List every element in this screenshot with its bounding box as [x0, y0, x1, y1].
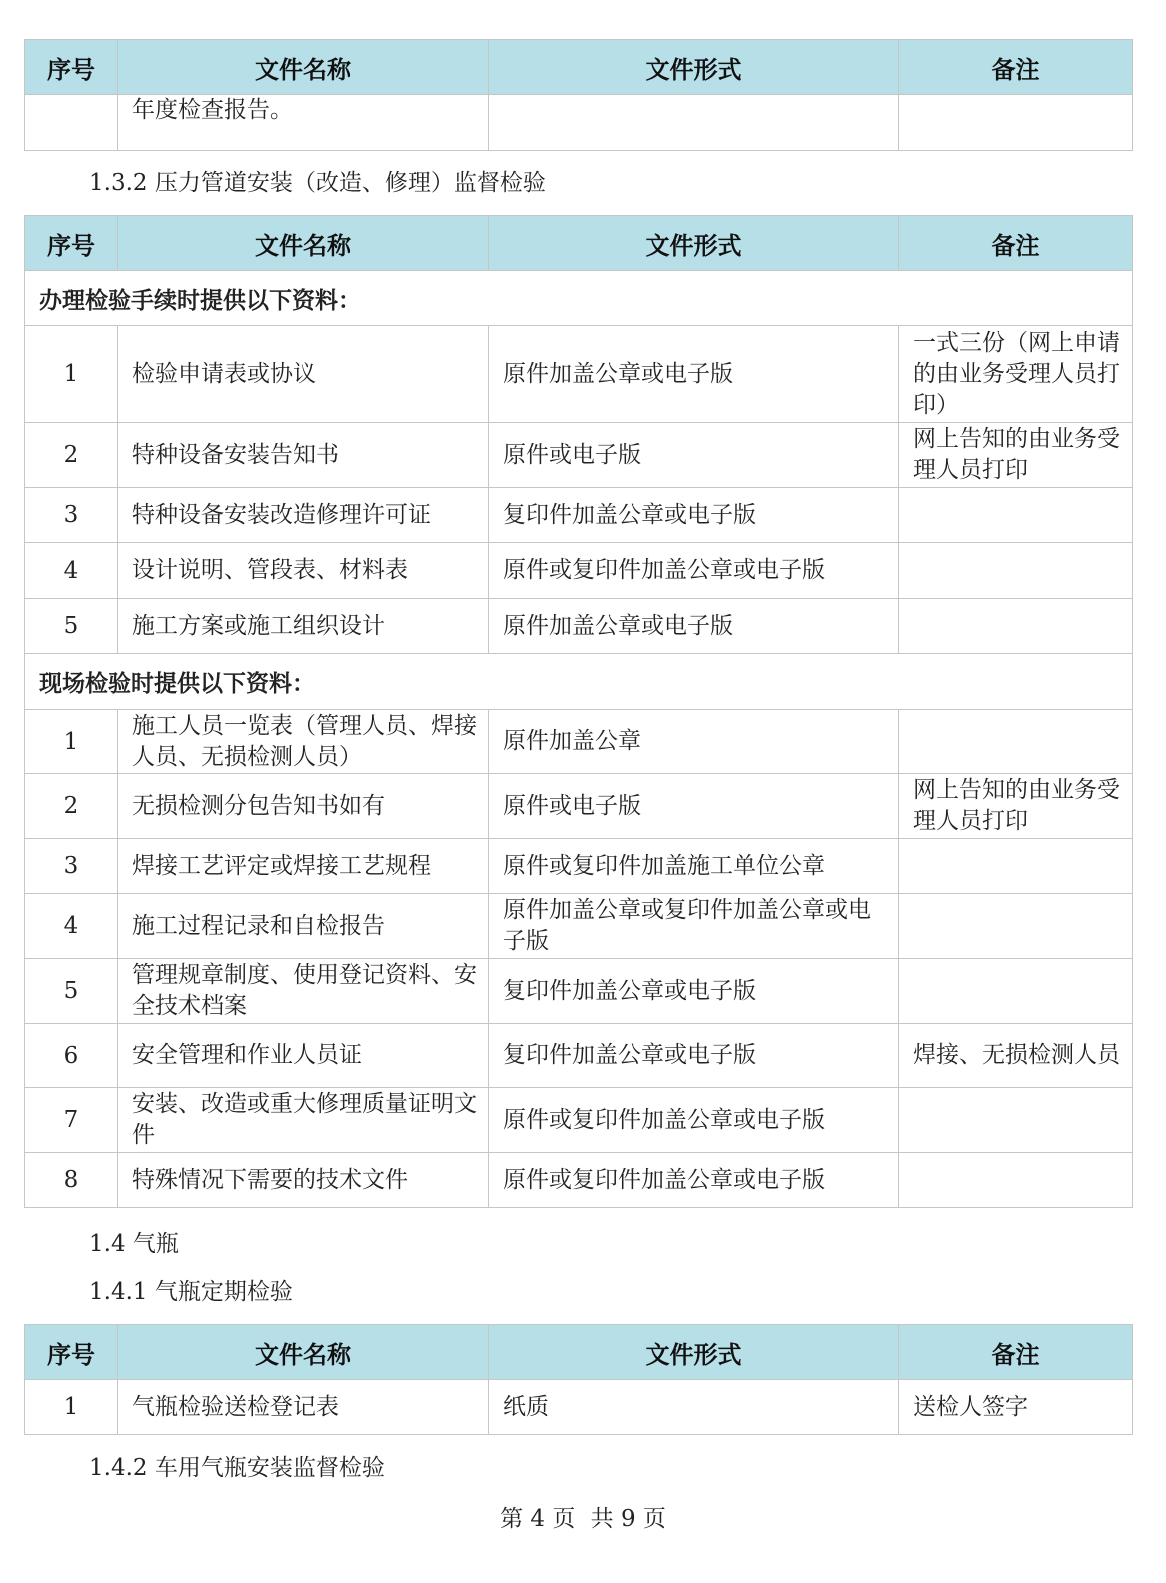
row-name: 检验申请表或协议	[118, 326, 489, 423]
table-cylinder-inspection	[24, 1324, 1133, 1435]
row-name: 特种设备安装改造修理许可证	[118, 488, 489, 543]
header-name: 文件名称	[118, 40, 489, 95]
row-name: 无损检测分包告知书如有	[118, 774, 489, 839]
row-note	[899, 894, 1133, 959]
row-note	[899, 1153, 1133, 1208]
row-form: 原件或复印件加盖施工单位公章	[489, 839, 899, 894]
table-header-row	[25, 216, 1133, 271]
row-no: 7	[25, 1088, 118, 1153]
row-form: 原件或复印件加盖公章或电子版	[489, 1153, 899, 1208]
table-row	[25, 488, 1133, 543]
table-row	[25, 1024, 1133, 1088]
row-note	[899, 1088, 1133, 1153]
page-total: 共 9 页	[590, 1506, 666, 1532]
row-no: 5	[25, 599, 118, 654]
row-form: 原件或复印件加盖公章或电子版	[489, 1088, 899, 1153]
table-row	[25, 423, 1133, 488]
row-note: 送检人签字	[899, 1380, 1133, 1435]
row-note	[899, 839, 1133, 894]
header-no: 序号	[25, 40, 118, 95]
header-name: 文件名称	[118, 1325, 489, 1380]
row-form: 原件加盖公章或电子版	[489, 599, 899, 654]
section-heading-1-3-2: 1.3.2 压力管道安装（改造、修理）监督检验	[89, 170, 546, 196]
row-form: 复印件加盖公章或电子版	[489, 1024, 899, 1088]
row-name: 施工方案或施工组织设计	[118, 599, 489, 654]
page-footer	[0, 1500, 1166, 1533]
section-heading-1-4-1: 1.4.1 气瓶定期检验	[89, 1279, 293, 1305]
row-name: 安装、改造或重大修理质量证明文件	[118, 1088, 489, 1153]
row-note: 网上告知的由业务受理人员打印	[899, 774, 1133, 839]
row-name: 管理规章制度、使用登记资料、安全技术档案	[118, 959, 489, 1024]
row-name: 特种设备安装告知书	[118, 423, 489, 488]
row-form: 复印件加盖公章或电子版	[489, 959, 899, 1024]
header-no: 序号	[25, 1325, 118, 1380]
section-heading-1-4-2: 1.4.2 车用气瓶安装监督检验	[89, 1455, 385, 1481]
row-name: 施工人员一览表（管理人员、焊接人员、无损检测人员）	[118, 710, 489, 774]
row-no: 3	[25, 488, 118, 543]
table-row	[25, 599, 1133, 654]
row-no: 4	[25, 543, 118, 599]
header-form: 文件形式	[489, 40, 899, 95]
row-name: 年度检查报告。	[118, 95, 489, 151]
row-no: 5	[25, 959, 118, 1024]
row-form: 原件加盖公章或复印件加盖公章或电子版	[489, 894, 899, 959]
row-note	[899, 710, 1133, 774]
row-no: 1	[25, 1380, 118, 1435]
row-no: 2	[25, 774, 118, 839]
row-form: 纸质	[489, 1380, 899, 1435]
table-header-row	[25, 40, 1133, 95]
row-name: 施工过程记录和自检报告	[118, 894, 489, 959]
row-name: 气瓶检验送检登记表	[118, 1380, 489, 1435]
table-row	[25, 95, 1133, 151]
row-no: 1	[25, 326, 118, 423]
table-row	[25, 1153, 1133, 1208]
row-no: 2	[25, 423, 118, 488]
row-note: 网上告知的由业务受理人员打印	[899, 423, 1133, 488]
row-form: 原件加盖公章或电子版	[489, 326, 899, 423]
row-form: 原件或电子版	[489, 423, 899, 488]
row-name: 特殊情况下需要的技术文件	[118, 1153, 489, 1208]
header-form: 文件形式	[489, 1325, 899, 1380]
table-pipeline-inspection	[24, 215, 1133, 1208]
table-row	[25, 1088, 1133, 1153]
header-note: 备注	[899, 1325, 1133, 1380]
table-row	[25, 959, 1133, 1024]
header-note: 备注	[899, 216, 1133, 271]
header-note: 备注	[899, 40, 1133, 95]
row-no: 8	[25, 1153, 118, 1208]
row-note: 一式三份（网上申请的由业务受理人员打印）	[899, 326, 1133, 423]
header-form: 文件形式	[489, 216, 899, 271]
table-row	[25, 326, 1133, 423]
row-note	[899, 488, 1133, 543]
row-name: 设计说明、管段表、材料表	[118, 543, 489, 599]
row-no: 6	[25, 1024, 118, 1088]
row-no	[25, 95, 118, 151]
row-no: 1	[25, 710, 118, 774]
row-note	[899, 599, 1133, 654]
table-row	[25, 894, 1133, 959]
table-row	[25, 543, 1133, 599]
group-row-application	[25, 271, 1133, 326]
row-name: 安全管理和作业人员证	[118, 1024, 489, 1088]
row-note	[899, 95, 1133, 151]
table-row	[25, 839, 1133, 894]
page-number: 第 4 页	[500, 1506, 576, 1532]
row-form: 原件加盖公章	[489, 710, 899, 774]
row-note	[899, 959, 1133, 1024]
row-note	[899, 543, 1133, 599]
table-row	[25, 710, 1133, 774]
table-header-row	[25, 1325, 1133, 1380]
table-continued	[24, 39, 1133, 151]
row-form	[489, 95, 899, 151]
row-no: 4	[25, 894, 118, 959]
table-row	[25, 1380, 1133, 1435]
row-note: 焊接、无损检测人员	[899, 1024, 1133, 1088]
table-row	[25, 774, 1133, 839]
group-row-onsite	[25, 654, 1133, 710]
row-form: 复印件加盖公章或电子版	[489, 488, 899, 543]
row-no: 3	[25, 839, 118, 894]
group-label: 现场检验时提供以下资料：	[25, 654, 1133, 710]
row-name: 焊接工艺评定或焊接工艺规程	[118, 839, 489, 894]
section-heading-1-4: 1.4 气瓶	[89, 1231, 179, 1257]
group-label: 办理检验手续时提供以下资料：	[25, 271, 1133, 326]
row-form: 原件或复印件加盖公章或电子版	[489, 543, 899, 599]
row-form: 原件或电子版	[489, 774, 899, 839]
header-no: 序号	[25, 216, 118, 271]
header-name: 文件名称	[118, 216, 489, 271]
